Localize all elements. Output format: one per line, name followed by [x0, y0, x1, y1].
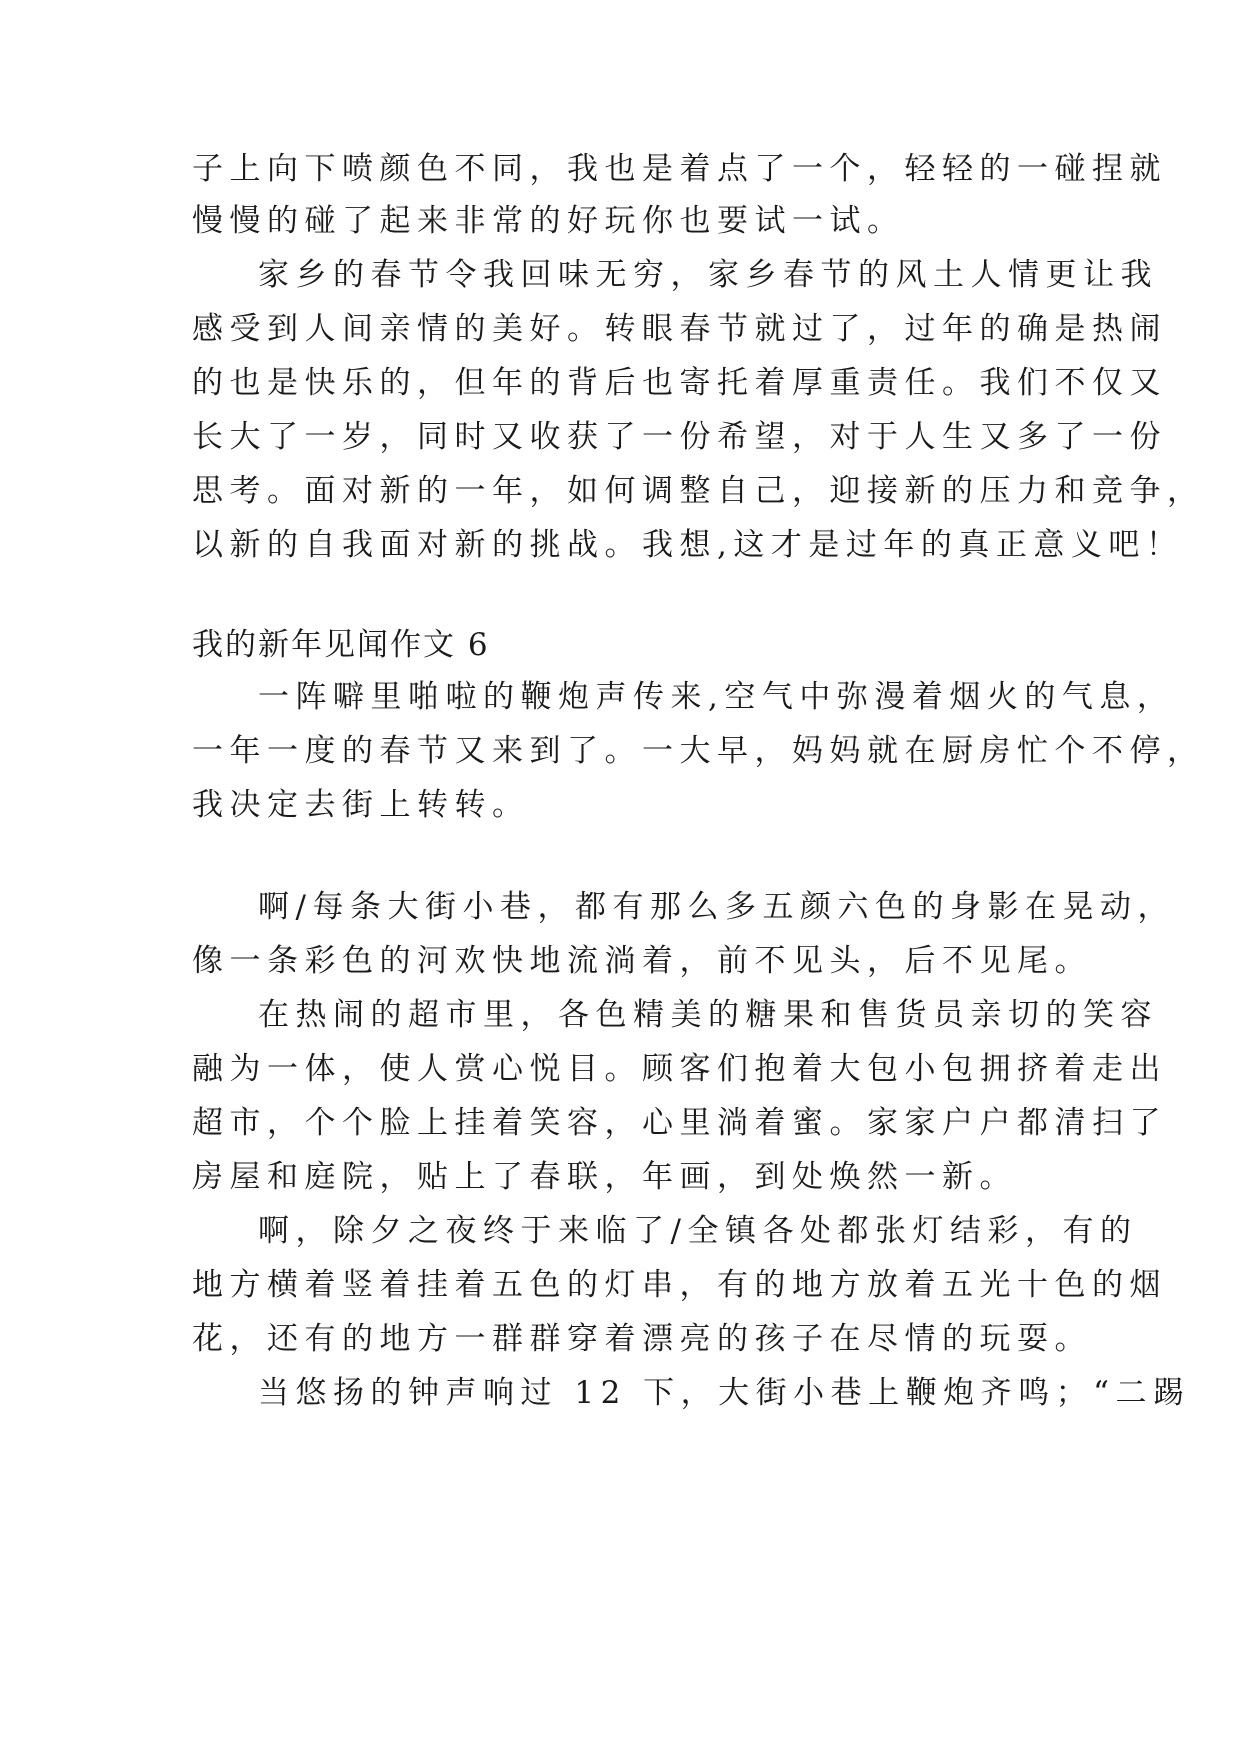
- paragraph-start: 一阵噼里啪啦的鞭炮声传来,空气中弥漫着烟火的气息，: [258, 679, 1175, 715]
- text-line: 的也是快乐的，但年的背后也寄托着厚重责任。我们不仅又: [192, 365, 1167, 401]
- text-line: 融为一体，使人赏心悦目。顾客们抱着大包小包拥挤着走出: [192, 1051, 1167, 1087]
- text-line: 超市，个个脸上挂着笑容，心里淌着蜜。家家户户都清扫了: [192, 1105, 1167, 1141]
- paragraph-start: 啊/每条大街小巷，都有那么多五颜六色的身影在晃动，: [258, 889, 1175, 925]
- text-line: 一年一度的春节又来到了。一大早，妈妈就在厨房忙个不停，: [192, 733, 1205, 769]
- section-heading: 我的新年见闻作文 6: [192, 627, 490, 663]
- text-line: 感受到人间亲情的美好。转眼春节就过了，过年的确是热闹: [192, 311, 1167, 347]
- paragraph-start: 当悠扬的钟声响过 12 下，大街小巷上鞭炮齐鸣；“二踢: [258, 1375, 1191, 1411]
- text-line: 慢慢的碰了起来非常的好玩你也要试一试。: [192, 203, 905, 239]
- text-line: 我决定去街上转转。: [192, 787, 530, 823]
- paragraph-start: 在热闹的超市里，各色精美的糖果和售货员亲切的笑容: [258, 997, 1158, 1033]
- text-line: 以新的自我面对新的挑战。我想,这才是过年的真正意义吧！: [192, 527, 1184, 563]
- paragraph-start: 啊，除夕之夜终于来临了/全镇各处都张灯结彩，有的: [258, 1213, 1138, 1249]
- text-line: 长大了一岁，同时又收获了一份希望，对于人生又多了一份: [192, 419, 1167, 455]
- text-line: 思考。面对新的一年，如何调整自己，迎接新的压力和竞争，: [192, 473, 1205, 509]
- text-line: 房屋和庭院，贴上了春联，年画，到处焕然一新。: [192, 1159, 1017, 1195]
- text-line: 子上向下喷颜色不同，我也是着点了一个，轻轻的一碰捏就: [192, 151, 1167, 187]
- text-line: 花，还有的地方一群群穿着漂亮的孩子在尽情的玩耍。: [192, 1321, 1092, 1357]
- text-line: 地方横着竖着挂着五色的灯串，有的地方放着五光十色的烟: [192, 1267, 1167, 1303]
- text-line: 像一条彩色的河欢快地流淌着，前不见头，后不见尾。: [192, 943, 1092, 979]
- paragraph-start: 家乡的春节令我回味无穷，家乡春节的风土人情更让我: [258, 257, 1158, 293]
